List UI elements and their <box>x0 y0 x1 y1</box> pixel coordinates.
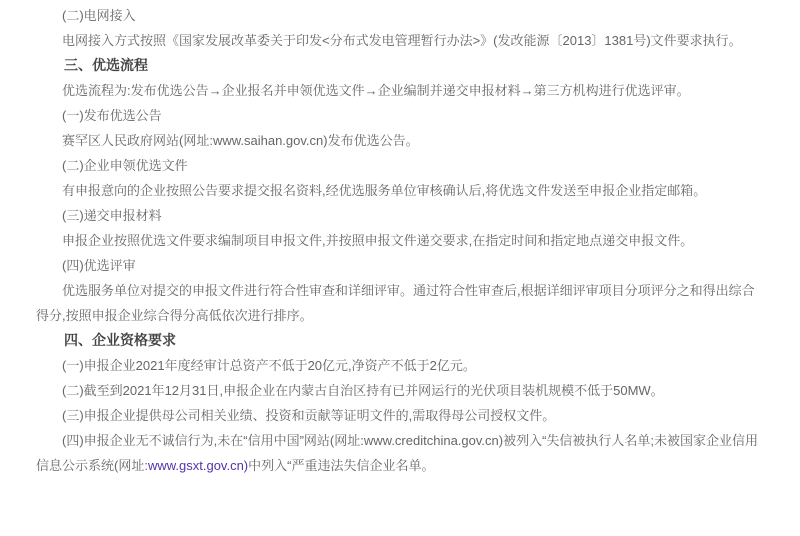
para-submit-materials <box>36 228 764 253</box>
section-heading-process <box>36 53 764 78</box>
paragraph-text: (二)电网接入 <box>62 8 136 23</box>
paragraph-text: (一)申报企业2021年度经审计总资产不低于20亿元,净资产不低于2亿元。 <box>62 358 476 373</box>
paragraph-text: (三)递交申报材料 <box>62 208 162 223</box>
para-collect-docs <box>36 178 764 203</box>
heading-text: 三、优选流程 <box>64 57 148 73</box>
paragraph-text: 优选流程为:发布优选公告→企业报名并申领优选文件→企业编制并递交申报材料→第三方机构进行优选评审。 <box>62 83 690 98</box>
item-heading-grid-access <box>36 3 764 28</box>
paragraph-text: 有申报意向的企业按照公告要求提交报名资料,经优选服务单位审核确认后,将优选文件发送至申报企业指定邮箱。 <box>62 183 707 198</box>
para-qual-assets <box>36 353 764 378</box>
paragraph-text: (三)申报企业提供母公司相关业绩、投资和贡献等证明文件的,需取得母公司授权文件。 <box>62 408 556 423</box>
para-review-detail <box>36 278 764 328</box>
para-process-item-1 <box>36 103 764 128</box>
paragraph-text: 优选服务单位对提交的申报文件进行符合性审查和详细评审。通过符合性审查后,根据详细评审项目分项评分之和得出综合得分,按照申报企业综合得分高低依次进行排序。 <box>36 283 755 323</box>
gsxt-link[interactable]: www.gsxt.gov.cn) <box>147 458 249 473</box>
para-process-overview <box>36 78 764 103</box>
paragraph-text: 赛罕区人民政府网站(网址:www.saihan.gov.cn)发布优选公告。 <box>62 133 419 148</box>
paragraph-text: (一)发布优选公告 <box>62 108 162 123</box>
paragraph-text: (四)优选评审 <box>62 258 136 273</box>
para-process-item-3 <box>36 203 764 228</box>
para-qual-credit <box>36 428 764 478</box>
paragraph-text: 中列入“严重违法失信企业名单。 <box>248 458 435 473</box>
para-grid-access-method <box>36 28 764 53</box>
para-announcement-site <box>36 128 764 153</box>
section-heading-qualification <box>36 328 764 353</box>
para-qual-capacity <box>36 378 764 403</box>
paragraph-text: (二)截至到2021年12月31日,申报企业在内蒙古自治区持有已并网运行的光伏项目装机规模不低于50MW。 <box>62 383 664 398</box>
para-review-item <box>36 253 764 278</box>
paragraph-text: 电网接入方式按照《国家发展改革委关于印发<分布式发电管理暂行办法>》(发改能源〔2013〕1381号)文件要求执行。 <box>62 33 742 48</box>
para-qual-parent-company <box>36 403 764 428</box>
paragraph-text: (四)申报企业无不诚信行为,未在“信用中国”网站(网址:www.creditchina.gov.cn)被列入“失信被执行人名单;未被国家企业信用信息公示系统(网址: <box>36 433 759 473</box>
heading-text: 四、企业资格要求 <box>64 332 176 348</box>
paragraph-text: (二)企业申领优选文件 <box>62 158 188 173</box>
para-process-item-2 <box>36 153 764 178</box>
paragraph-text: 申报企业按照优选文件要求编制项目申报文件,并按照申报文件递交要求,在指定时间和指定地点递交申报文件。 <box>62 233 694 248</box>
